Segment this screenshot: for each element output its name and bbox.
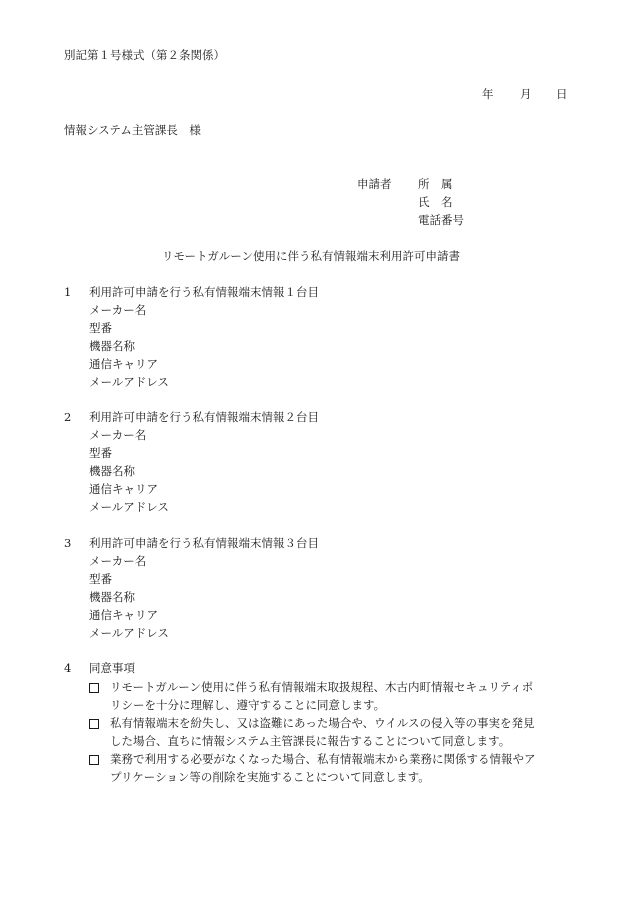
- field-maker-label: メーカー名: [89, 428, 147, 442]
- consent-text-line: 業務で利用する必要がなくなった場合、私有情報端末から業務に関係する情報やア: [110, 752, 536, 766]
- applicant-affiliation-label: 所 属: [418, 177, 453, 191]
- date-year-label: 年: [482, 87, 494, 101]
- consent-text-line: リシーを十分に理解し、遵守することに同意します。: [110, 698, 386, 712]
- field-model-label: 型番: [89, 572, 112, 586]
- consent-text-line: プリケーション等の削除を実施することについて同意します。: [110, 770, 430, 784]
- section-number: 3: [64, 536, 72, 550]
- consent-checkbox-3[interactable]: [89, 755, 99, 765]
- section-title: 利用許可申請を行う私有情報端末情報３台目: [89, 536, 319, 550]
- applicant-phone-label: 電話番号: [418, 213, 464, 227]
- field-email-label: メールアドレス: [89, 375, 169, 389]
- section-number: 4: [64, 661, 72, 675]
- consent-text-line: した場合、直ちに情報システム主管課長に報告することについて同意します。: [110, 734, 511, 748]
- field-carrier-label: 通信キャリア: [89, 357, 158, 371]
- consent-checkbox-2[interactable]: [89, 719, 99, 729]
- field-email-label: メールアドレス: [89, 500, 169, 514]
- applicant-name-label: 氏 名: [418, 195, 453, 209]
- date-day-label: 日: [556, 87, 568, 101]
- field-email-label: メールアドレス: [89, 626, 169, 640]
- field-carrier-label: 通信キャリア: [89, 608, 158, 622]
- addressee: 情報システム主管課長 様: [64, 123, 201, 137]
- applicant-label: 申請者: [357, 177, 392, 191]
- form-label: 別記第１号様式（第２条関係）: [64, 48, 225, 62]
- field-device-name-label: 機器名称: [89, 590, 135, 604]
- consent-text-line: 私有情報端末を紛失し、又は盗難にあった場合や、ウイルスの侵入等の事実を発見: [110, 716, 535, 730]
- field-model-label: 型番: [89, 446, 112, 460]
- section-number: 2: [64, 410, 72, 424]
- section-title: 利用許可申請を行う私有情報端末情報２台目: [89, 410, 319, 424]
- field-carrier-label: 通信キャリア: [89, 482, 158, 496]
- field-model-label: 型番: [89, 321, 112, 335]
- consent-title: 同意事項: [89, 661, 135, 675]
- field-maker-label: メーカー名: [89, 554, 147, 568]
- field-maker-label: メーカー名: [89, 303, 147, 317]
- consent-checkbox-1[interactable]: [89, 683, 99, 693]
- consent-text-line: リモートガルーン使用に伴う私有情報端末取扱規程、木古内町情報セキュリティポ: [110, 680, 534, 694]
- section-title: 利用許可申請を行う私有情報端末情報１台目: [89, 285, 319, 299]
- section-number: 1: [64, 285, 72, 299]
- date-month-label: 月: [520, 87, 532, 101]
- field-device-name-label: 機器名称: [89, 339, 135, 353]
- document-title: リモートガルーン使用に伴う私有情報端末利用許可申請書: [162, 249, 460, 263]
- field-device-name-label: 機器名称: [89, 464, 135, 478]
